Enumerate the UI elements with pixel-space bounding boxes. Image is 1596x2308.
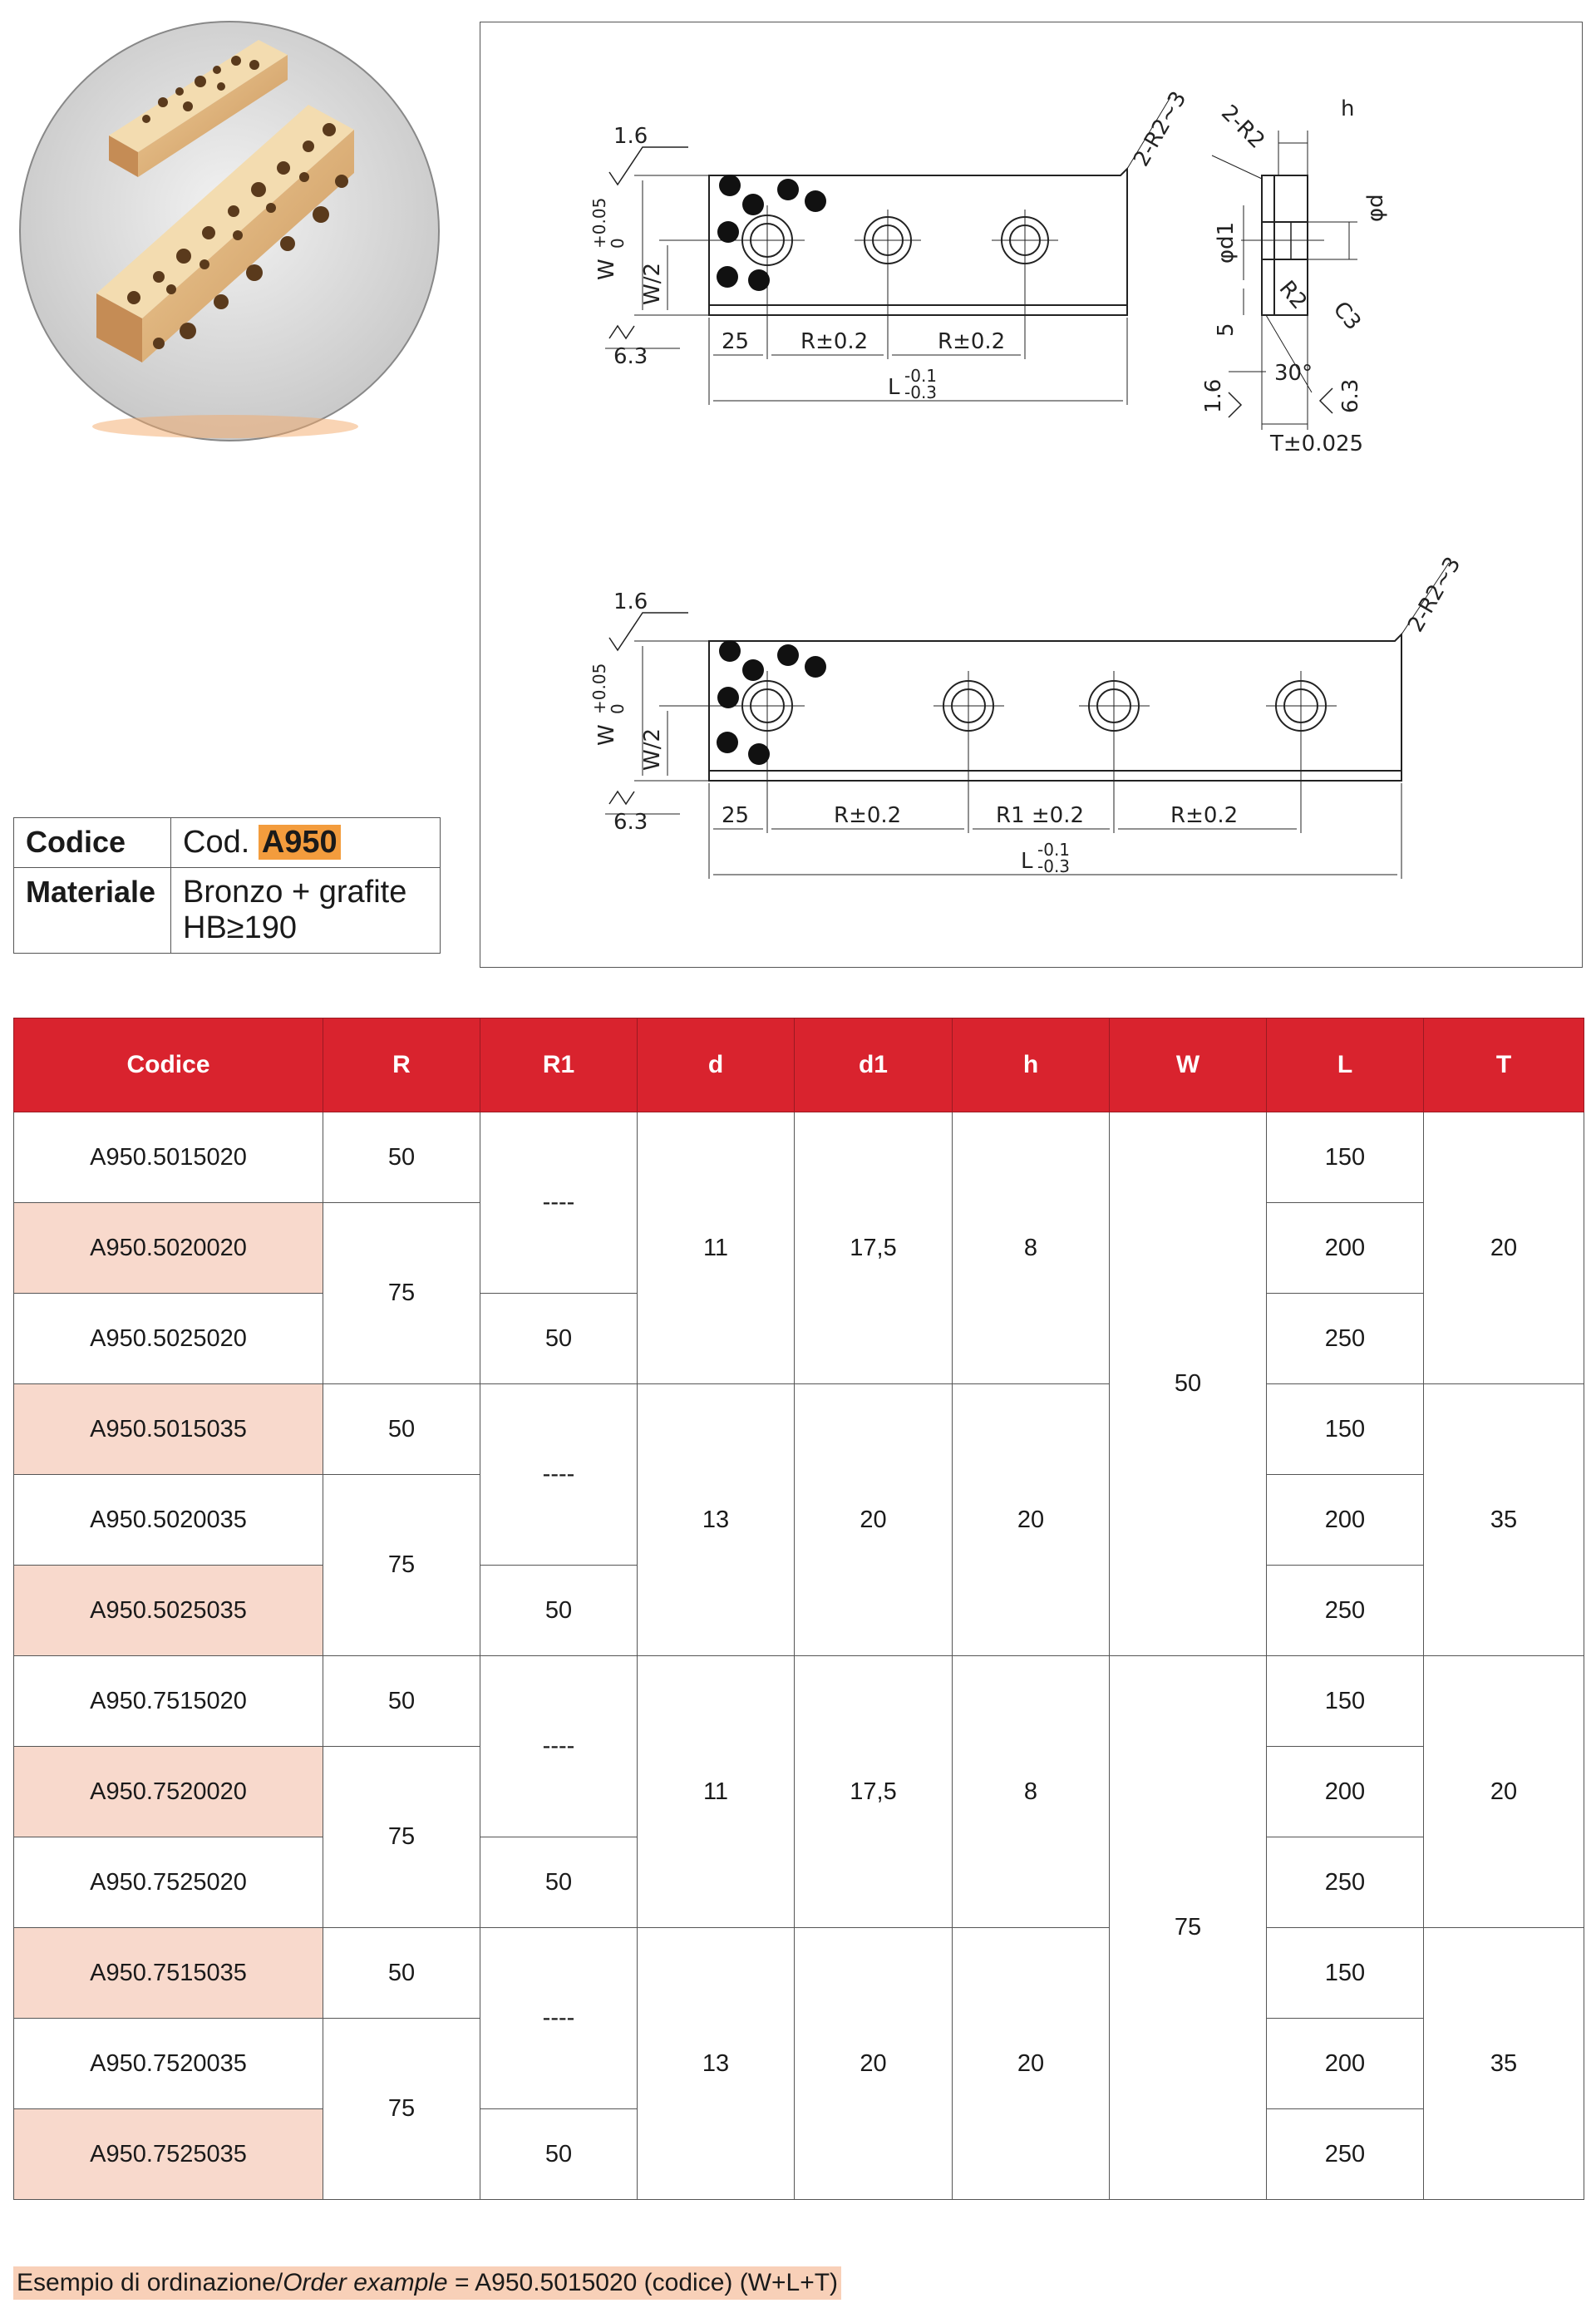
order-example-prefix: Esempio di ordinazione/: [17, 2269, 283, 2296]
cell-r1: ----: [480, 1112, 638, 1294]
cell-t: 35: [1424, 1928, 1584, 2200]
cell-r: 75: [323, 1475, 480, 1656]
top-view-outline: [709, 169, 1127, 315]
spec-materiale-label: Materiale: [14, 868, 171, 954]
bottom-roughness-bottom: 6.3: [613, 810, 648, 835]
technical-drawing: [480, 22, 1583, 968]
top-radius-corner: 2-R2~3: [1129, 86, 1192, 171]
spec-row-materiale: [14, 868, 441, 954]
bottom-dim-r1: R±0.2: [834, 803, 902, 828]
bottom-dim-r2: R±0.2: [1170, 803, 1239, 828]
cell-l: 150: [1267, 1384, 1424, 1475]
side-h-label: h: [1341, 96, 1355, 121]
bottom-w-label: W: [594, 724, 619, 746]
top-w-tol-lower: 0: [608, 238, 628, 249]
spec-codice-value-cell: [171, 818, 441, 868]
side-r2: R2: [1273, 276, 1312, 315]
spec-box: [13, 817, 441, 954]
header-w: W: [1110, 1018, 1267, 1112]
bottom-w-tol-upper: +0.05: [589, 663, 609, 714]
top-roughness-bottom: 6.3: [613, 344, 648, 369]
side-phi-d: φd: [1363, 194, 1388, 222]
product-photo: [13, 15, 446, 447]
cell-h: 8: [953, 1656, 1110, 1928]
top-w-tol-upper: +0.05: [589, 197, 609, 249]
cell-r: 50: [323, 1656, 480, 1747]
cell-codice: A950.7515035: [14, 1928, 323, 2019]
cell-l: 150: [1267, 1928, 1424, 2019]
cell-r: 75: [323, 1203, 480, 1384]
bottom-w-tol-lower: 0: [608, 703, 628, 714]
cell-l: 200: [1267, 2019, 1424, 2109]
cell-codice: A950.7515020: [14, 1656, 323, 1747]
table-row: [14, 1656, 1584, 1747]
cell-r1: ----: [480, 1384, 638, 1566]
spec-materiale-value-cell: [171, 868, 441, 954]
table-row: [14, 1928, 1584, 2019]
cell-l: 200: [1267, 1747, 1424, 1837]
cell-codice: A950.5020020: [14, 1203, 323, 1294]
cell-d: 11: [638, 1112, 795, 1384]
bottom-dim-25: 25: [722, 803, 750, 828]
cell-t: 20: [1424, 1656, 1584, 1928]
top-dim-r1: R±0.2: [800, 329, 869, 354]
header-r1: R1: [480, 1018, 638, 1112]
cell-d1: 20: [795, 1384, 953, 1656]
cell-r: 75: [323, 2019, 480, 2200]
cell-r1: 50: [480, 2109, 638, 2200]
spec-codice-value: A950: [259, 825, 341, 860]
cell-h: 20: [953, 1928, 1110, 2200]
header-l: L: [1267, 1018, 1424, 1112]
cell-codice: A950.5025020: [14, 1294, 323, 1384]
cell-d1: 20: [795, 1928, 953, 2200]
cell-l: 200: [1267, 1203, 1424, 1294]
bottom-dim-l: L: [1021, 849, 1033, 874]
spec-materiale-line1: Bronzo + grafite: [183, 875, 407, 910]
cell-codice: A950.7525035: [14, 2109, 323, 2200]
cell-d1: 17,5: [795, 1656, 953, 1928]
cell-w: 50: [1110, 1112, 1267, 1656]
table-row: [14, 1384, 1584, 1475]
cell-t: 35: [1424, 1384, 1584, 1656]
top-l-tol-lower: -0.3: [904, 382, 938, 402]
dimensions-table: [13, 1018, 1584, 2200]
cell-codice: A950.7520035: [14, 2019, 323, 2109]
cell-d1: 17,5: [795, 1112, 953, 1384]
top-dim-r2: R±0.2: [938, 329, 1006, 354]
cell-codice: A950.5015020: [14, 1112, 323, 1203]
cell-l: 200: [1267, 1475, 1424, 1566]
cell-codice: A950.5025035: [14, 1566, 323, 1656]
cell-l: 150: [1267, 1656, 1424, 1747]
top-w-label: W: [594, 259, 619, 280]
cell-h: 20: [953, 1384, 1110, 1656]
side-c3: C3: [1328, 297, 1366, 336]
side-roughness-right: 6.3: [1338, 378, 1363, 413]
spec-materiale-line2: HB≥190: [183, 910, 298, 945]
spec-row-codice: [14, 818, 441, 868]
side-roughness-left: 1.6: [1201, 378, 1226, 413]
cell-codice: A950.5015035: [14, 1384, 323, 1475]
cell-r1: 50: [480, 1294, 638, 1384]
cell-r1: ----: [480, 1656, 638, 1837]
cell-l: 150: [1267, 1112, 1424, 1203]
side-radius: 2-R2: [1216, 100, 1270, 154]
table-row: [14, 1112, 1584, 1203]
spec-codice-prefix: Cod.: [183, 825, 250, 860]
cell-codice: A950.7525020: [14, 1837, 323, 1928]
cell-r1: 50: [480, 1837, 638, 1928]
order-example-italic: Order example: [283, 2269, 448, 2296]
header-h: h: [953, 1018, 1110, 1112]
cell-r: 50: [323, 1384, 480, 1475]
header-d1: d1: [795, 1018, 953, 1112]
cell-d: 13: [638, 1384, 795, 1656]
header-t: T: [1424, 1018, 1584, 1112]
header-codice: Codice: [14, 1018, 323, 1112]
cell-d: 11: [638, 1656, 795, 1928]
bottom-dim-r-one: R1 ±0.2: [996, 803, 1085, 828]
order-example: [13, 2266, 841, 2300]
top-roughness-top: 1.6: [613, 124, 648, 149]
bottom-roughness-top: 1.6: [613, 589, 648, 614]
side-angle: 30°: [1274, 361, 1313, 386]
cell-r: 50: [323, 1112, 480, 1203]
cell-d: 13: [638, 1928, 795, 2200]
cell-l: 250: [1267, 1566, 1424, 1656]
top-dim-25: 25: [722, 329, 750, 354]
cell-w: 75: [1110, 1656, 1267, 2200]
cell-l: 250: [1267, 1837, 1424, 1928]
cell-l: 250: [1267, 2109, 1424, 2200]
cell-codice: A950.5020035: [14, 1475, 323, 1566]
bottom-half-w: W/2: [640, 727, 665, 771]
cell-codice: A950.7520020: [14, 1747, 323, 1837]
cell-r: 50: [323, 1928, 480, 2019]
cell-t: 20: [1424, 1112, 1584, 1384]
cell-r1: 50: [480, 1566, 638, 1656]
bottom-radius-corner: 2-R2~3: [1403, 552, 1466, 637]
cell-r: 75: [323, 1747, 480, 1928]
side-phi-d1: φd1: [1214, 221, 1239, 264]
bottom-l-tol-upper: -0.1: [1037, 840, 1071, 860]
spec-codice-label: Codice: [14, 818, 171, 868]
cell-r1: ----: [480, 1928, 638, 2109]
side-five: 5: [1214, 323, 1239, 337]
order-example-suffix: = A950.5015020 (codice) (W+L+T): [447, 2269, 839, 2296]
bottom-l-tol-lower: -0.3: [1037, 856, 1071, 876]
top-half-w: W/2: [640, 262, 665, 305]
top-dim-l: L: [888, 375, 900, 400]
cell-h: 8: [953, 1112, 1110, 1384]
side-t-label: T±0.025: [1270, 432, 1364, 456]
cell-l: 250: [1267, 1294, 1424, 1384]
header-r: R: [323, 1018, 480, 1112]
header-d: d: [638, 1018, 795, 1112]
table-header-row: [14, 1018, 1584, 1112]
top-l-tol-upper: -0.1: [904, 366, 938, 386]
